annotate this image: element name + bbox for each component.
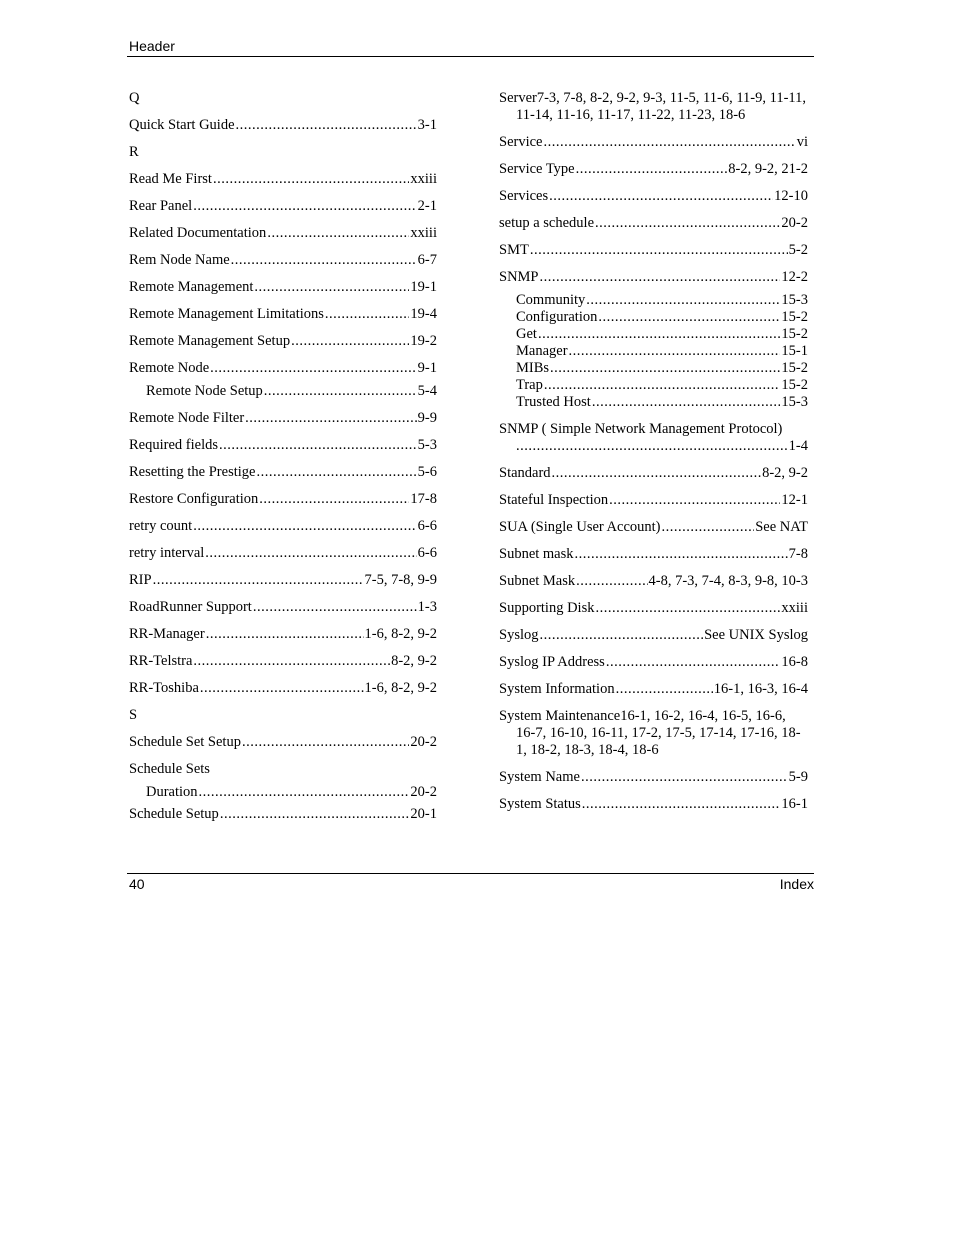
entry-pages: vi xyxy=(796,134,808,150)
entry-pages: xxiii xyxy=(410,225,437,241)
dot-leader xyxy=(598,309,780,326)
index-entry xyxy=(129,437,437,454)
index-entry-multiline: Server7-3, 7-8, 8-2, 9-2, 9-3, 11-5, 11-6, 11-9, 11-11, 11-14, 11-16, 11-17, 11-22, 11-23, 18-6 xyxy=(499,90,806,123)
index-entry xyxy=(129,333,437,350)
entry-term: RoadRunner Support xyxy=(129,599,252,615)
entry-pages: 1-6, 8-2, 9-2 xyxy=(364,680,437,696)
entry-term: retry count xyxy=(129,518,193,534)
entry-pages: 19-1 xyxy=(410,279,437,295)
index-entry xyxy=(499,465,808,482)
index-entry xyxy=(499,134,808,151)
dot-leader xyxy=(549,188,773,205)
index-entry xyxy=(129,279,437,296)
entry-term: RR-Telstra xyxy=(129,653,193,669)
entry-term: Resetting the Prestige xyxy=(129,464,256,480)
dot-leader xyxy=(550,360,780,377)
dot-leader xyxy=(595,600,780,617)
index-entry xyxy=(499,627,808,644)
entry-term: Configuration xyxy=(516,309,598,325)
entry-term: Duration xyxy=(146,784,198,800)
section-letter-s: S xyxy=(129,707,138,723)
entry-term: Rem Node Name xyxy=(129,252,230,268)
index-entry xyxy=(129,225,437,242)
index-entry xyxy=(129,117,437,134)
dot-leader xyxy=(193,653,390,670)
dot-leader xyxy=(210,360,417,377)
dot-leader xyxy=(325,306,410,323)
entry-pages: 12-2 xyxy=(781,269,808,285)
dot-leader xyxy=(242,734,409,751)
index-entry xyxy=(499,269,808,286)
index-entry xyxy=(499,546,808,563)
dot-leader xyxy=(575,546,788,563)
entry-pages: 19-2 xyxy=(410,333,437,349)
dot-leader xyxy=(220,806,410,823)
entry-term: Service Type xyxy=(499,161,575,177)
dot-leader xyxy=(291,333,409,350)
index-entry xyxy=(129,252,437,269)
index-column-left xyxy=(129,90,437,833)
entry-term: SNMP ( Simple Network Management Protocol) xyxy=(499,421,783,437)
index-subentry xyxy=(499,309,808,326)
dot-leader xyxy=(552,465,762,482)
dot-leader xyxy=(582,796,781,813)
entry-pages: 3-1 xyxy=(417,117,437,133)
entry-pages: 5-3 xyxy=(417,437,437,453)
entry-term: RR-Manager xyxy=(129,626,205,642)
entry-pages: 1-3 xyxy=(417,599,437,615)
entry-pages: 5-2 xyxy=(788,242,808,258)
dot-leader xyxy=(592,394,781,411)
dot-leader xyxy=(219,437,417,454)
index-subentry xyxy=(499,360,808,377)
index-subentry xyxy=(129,383,437,400)
index-entry xyxy=(129,545,437,562)
index-subentry xyxy=(129,784,437,801)
entry-pages: 16-8 xyxy=(781,654,808,670)
index-subentry xyxy=(499,394,808,411)
entry-term: System Name xyxy=(499,769,580,785)
entry-term: Schedule Set Setup xyxy=(129,734,241,750)
dot-leader xyxy=(199,784,410,801)
entry-term: Supporting Disk xyxy=(499,600,595,616)
entry-term: Quick Start Guide xyxy=(129,117,235,133)
dot-leader xyxy=(516,438,788,455)
entry-term: System Status xyxy=(499,796,581,812)
dot-leader xyxy=(259,491,409,508)
dot-leader xyxy=(205,545,416,562)
entry-term: Remote Node Setup xyxy=(146,383,263,399)
entry-continuation xyxy=(499,438,808,455)
entry-term: Get xyxy=(516,326,537,342)
index-column-right xyxy=(499,90,808,823)
index-entry xyxy=(129,572,437,589)
index-entry xyxy=(129,491,437,508)
dot-leader xyxy=(193,198,416,215)
index-entry xyxy=(499,492,808,509)
entry-term: Service xyxy=(499,134,543,150)
dot-leader xyxy=(153,572,364,589)
footer-rule xyxy=(127,873,814,874)
dot-leader xyxy=(530,242,788,259)
index-entry xyxy=(499,654,808,671)
entry-pages: 20-2 xyxy=(781,215,808,231)
index-entry xyxy=(129,410,437,427)
dot-leader xyxy=(253,599,417,616)
index-entry xyxy=(129,734,437,751)
index-entry xyxy=(129,626,437,643)
entry-term: Subnet Mask xyxy=(499,573,576,589)
entry-pages: 5-4 xyxy=(417,383,437,399)
entry-term: Rear Panel xyxy=(129,198,193,214)
entry-pages: 5-6 xyxy=(417,464,437,480)
dot-leader xyxy=(254,279,409,296)
index-entry xyxy=(499,600,808,617)
entry-term: Read Me First xyxy=(129,171,212,187)
index-entry xyxy=(129,306,437,323)
entry-pages: 17-8 xyxy=(410,491,437,507)
entry-term: RIP xyxy=(129,572,152,588)
dot-leader xyxy=(543,134,795,151)
dot-leader xyxy=(267,225,409,242)
running-header: Header xyxy=(129,38,175,54)
entry-term: Manager xyxy=(516,343,568,359)
entry-pages: 8-2, 9-2 xyxy=(762,465,808,481)
entry-term: SUA (Single User Account) xyxy=(499,519,661,535)
entry-pages: 15-2 xyxy=(781,309,808,325)
index-subentry xyxy=(499,326,808,343)
dot-leader xyxy=(538,326,780,343)
dot-leader xyxy=(544,377,781,394)
entry-term: Remote Management Limitations xyxy=(129,306,324,322)
index-subentry xyxy=(499,377,808,394)
index-entry xyxy=(499,242,808,259)
index-entry xyxy=(129,518,437,535)
entry-pages: xxiii xyxy=(410,171,437,187)
dot-leader xyxy=(264,383,417,400)
entry-pages: 9-1 xyxy=(417,360,437,376)
entry-pages: xxiii xyxy=(781,600,808,616)
entry-pages: 7-8 xyxy=(788,546,808,562)
index-entry xyxy=(129,360,437,377)
entry-pages: 6-7 xyxy=(417,252,437,268)
entry-pages: 15-3 xyxy=(781,292,808,308)
entry-pages: 12-1 xyxy=(781,492,808,508)
entry-term: SMT xyxy=(499,242,529,258)
entry-term: Remote Node xyxy=(129,360,210,376)
entry-term: retry interval xyxy=(129,545,205,561)
dot-leader xyxy=(609,492,780,509)
running-footer-section: Index xyxy=(779,876,814,892)
dot-leader xyxy=(256,464,416,481)
entry-term: Community xyxy=(516,292,586,308)
entry-pages: 7-5, 7-8, 9-9 xyxy=(364,572,437,588)
entry-pages: 20-1 xyxy=(410,806,437,822)
dot-leader xyxy=(616,681,713,698)
entry-pages: 15-2 xyxy=(781,326,808,342)
entry-term: Trap xyxy=(516,377,543,393)
entry-pages: 4-8, 7-3, 7-4, 8-3, 9-8, 10-3 xyxy=(648,573,808,589)
dot-leader xyxy=(586,292,780,309)
dot-leader xyxy=(236,117,417,134)
entry-term: Syslog IP Address xyxy=(499,654,605,670)
entry-term: MIBs xyxy=(516,360,550,376)
entry-term: Related Documentation xyxy=(129,225,267,241)
dot-leader xyxy=(231,252,417,269)
dot-leader xyxy=(200,680,364,697)
entry-pages: 15-1 xyxy=(781,343,808,359)
entry-term: Standard xyxy=(499,465,551,481)
entry-pages: 9-9 xyxy=(417,410,437,426)
index-entry xyxy=(129,599,437,616)
entry-term: Subnet mask xyxy=(499,546,574,562)
index-entry xyxy=(129,464,437,481)
dot-leader xyxy=(245,410,416,427)
entry-pages: 15-2 xyxy=(781,377,808,393)
dot-leader xyxy=(595,215,780,232)
entry-term: Services xyxy=(499,188,549,204)
dot-leader xyxy=(576,161,728,178)
index-subentry xyxy=(499,343,808,360)
entry-pages: 12-10 xyxy=(774,188,808,204)
index-entry-multiline: System Maintenance16-1, 16-2, 16-4, 16-5, 16-6, 16-7, 16-10, 16-11, 17-2, 17-5, 17-14, 17-16, 18-1, 18-2, 18-3, 18-4, 18-6 xyxy=(499,708,801,758)
entry-pages: 5-9 xyxy=(788,769,808,785)
entry-pages: 2-1 xyxy=(417,198,437,214)
entry-term: Remote Node Filter xyxy=(129,410,245,426)
entry-pages: 20-2 xyxy=(410,734,437,750)
entry-term: System Information xyxy=(499,681,615,697)
section-letter-q: Q xyxy=(129,90,140,106)
entry-pages: 20-2 xyxy=(410,784,437,800)
entry-term: RR-Toshiba xyxy=(129,680,199,696)
dot-leader xyxy=(540,627,704,644)
entry-term: SNMP xyxy=(499,269,539,285)
index-subentry xyxy=(499,292,808,309)
index-entry xyxy=(499,796,808,813)
dot-leader xyxy=(606,654,781,671)
entry-pages: 8-2, 9-2, 21-2 xyxy=(728,161,808,177)
index-entry xyxy=(129,653,437,670)
entry-pages: 15-2 xyxy=(781,360,808,376)
entry-pages: 6-6 xyxy=(417,545,437,561)
index-entry-multiline xyxy=(499,421,808,455)
dot-leader xyxy=(569,343,781,360)
entry-term: Syslog xyxy=(499,627,539,643)
dot-leader xyxy=(662,519,755,536)
entry-pages: 16-1, 16-3, 16-4 xyxy=(713,681,808,697)
entry-pages: 1-6, 8-2, 9-2 xyxy=(364,626,437,642)
index-entry xyxy=(499,519,808,536)
entry-term: Required fields xyxy=(129,437,218,453)
index-entry-heading: Schedule Sets xyxy=(129,761,210,777)
entry-pages: See UNIX Syslog xyxy=(704,627,808,643)
entry-pages: 1-4 xyxy=(788,438,808,454)
index-entry xyxy=(129,198,437,215)
entry-term: Stateful Inspection xyxy=(499,492,609,508)
entry-term: Restore Configuration xyxy=(129,491,259,507)
header-rule xyxy=(127,56,814,57)
entry-pages: 19-4 xyxy=(410,306,437,322)
index-entry xyxy=(499,161,808,178)
dot-leader xyxy=(193,518,416,535)
index-entry xyxy=(499,188,808,205)
index-entry xyxy=(499,215,808,232)
index-entry xyxy=(129,680,437,697)
index-entry xyxy=(499,681,808,698)
dot-leader xyxy=(581,769,788,786)
dot-leader xyxy=(576,573,647,590)
entry-term: Remote Management Setup xyxy=(129,333,291,349)
dot-leader xyxy=(206,626,364,643)
entry-term: setup a schedule xyxy=(499,215,595,231)
entry-term: Schedule Setup xyxy=(129,806,219,822)
entry-pages: 6-6 xyxy=(417,518,437,534)
entry-term: Remote Management xyxy=(129,279,254,295)
entry-pages: 15-3 xyxy=(781,394,808,410)
index-entry xyxy=(499,573,808,590)
entry-pages: See NAT xyxy=(755,519,808,535)
page-number: 40 xyxy=(129,876,145,892)
entry-pages: 8-2, 9-2 xyxy=(391,653,437,669)
dot-leader xyxy=(213,171,409,188)
entry-term: Trusted Host xyxy=(516,394,591,410)
entry-pages: 16-1 xyxy=(781,796,808,812)
index-entry xyxy=(129,806,437,823)
index-entry xyxy=(499,769,808,786)
dot-leader xyxy=(540,269,781,286)
index-entry xyxy=(129,171,437,188)
section-letter-r: R xyxy=(129,144,139,160)
